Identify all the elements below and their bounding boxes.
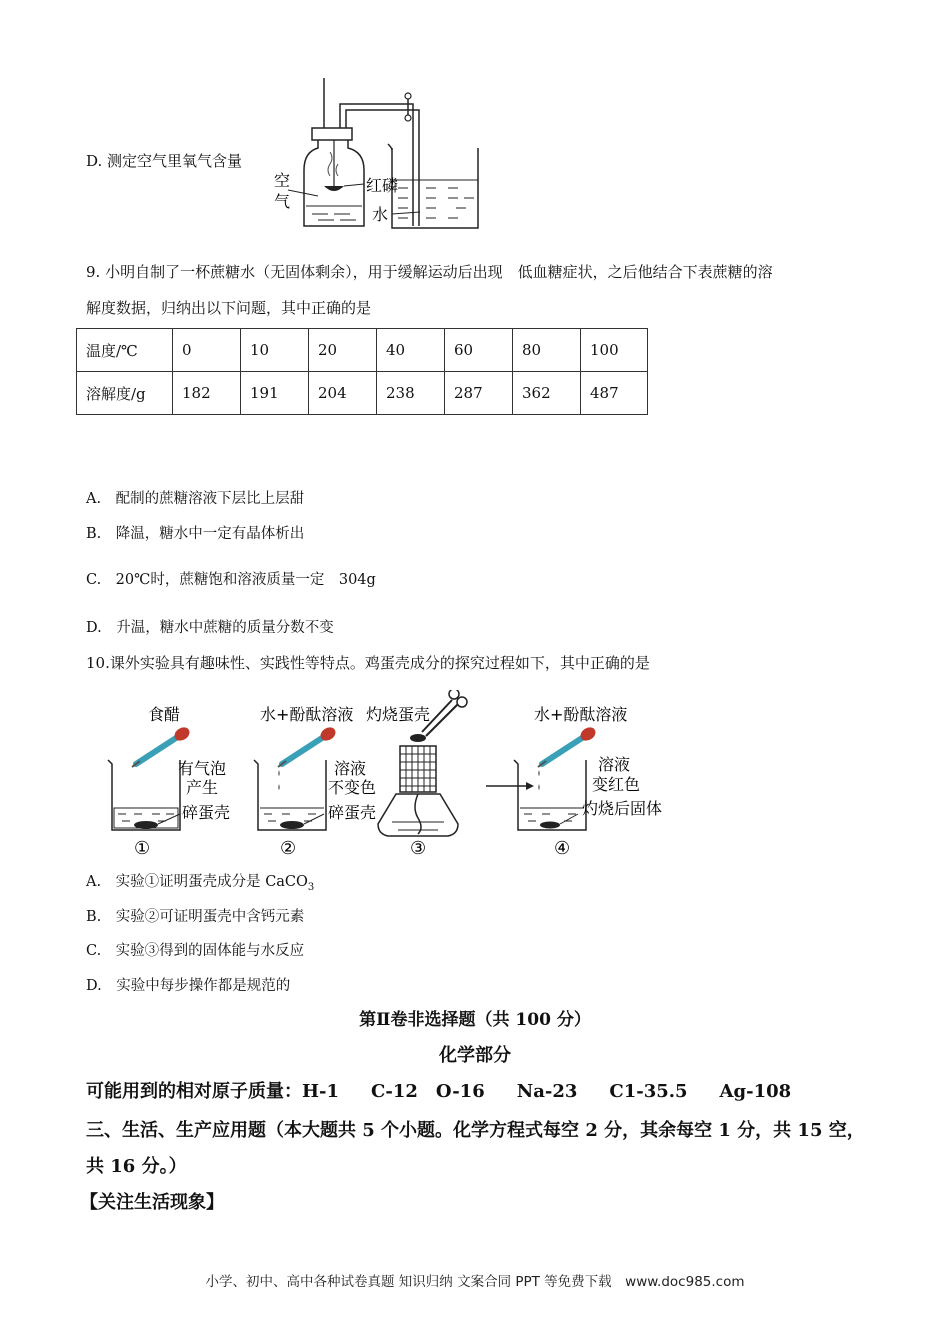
atomic-mass-na: Na-23: [516, 1081, 578, 1102]
q9-option-a: A. 配制的蔗糖溶液下层比上层甜: [86, 491, 305, 507]
table-cell: 191: [241, 372, 309, 415]
solubility-table: [76, 328, 648, 415]
experiment-number-4: ④: [554, 838, 571, 859]
label-water: 水: [372, 205, 389, 224]
label-burn-shell: 灼烧蛋壳: [366, 705, 431, 724]
label-air-2: 气: [274, 192, 291, 211]
table-cell: 487: [581, 372, 648, 415]
experiment-number-1: ①: [134, 838, 151, 859]
label-shell-2: 碎蛋壳: [328, 803, 377, 822]
part3-heading-line2: 共 16 分。）: [86, 1156, 187, 1177]
label-turn-red-1: 溶液: [598, 755, 631, 774]
q9-option-d: D. 升温，糖水中蔗糖的质量分数不变: [86, 620, 334, 636]
table-cell: 10: [241, 329, 309, 372]
table-cell: 238: [377, 372, 445, 415]
experiment-number-3: ③: [410, 838, 427, 859]
table-row-temperature: [77, 329, 648, 372]
section2-subtitle: 化学部分: [439, 1045, 511, 1066]
table-cell: 80: [513, 329, 581, 372]
table-cell: 287: [445, 372, 513, 415]
table-row-solubility: [77, 372, 648, 415]
q10-option-d: D. 实验中每步操作都是规范的: [86, 978, 291, 994]
section2-title: 第Ⅱ卷非选择题（共 100 分）: [359, 1010, 591, 1030]
table-cell: 40: [377, 329, 445, 372]
q10-option-a: [86, 872, 314, 898]
part3-heading-line1: 三、生活、生产应用题（本大题共 5 个小题。化学方程式每空 2 分，其余每空 1 分，共 15 空，: [86, 1120, 865, 1141]
label-water-phenolphthalein-2: 水+酚酞溶液: [534, 705, 628, 724]
label-air-1: 空: [274, 171, 291, 190]
label-burned-solid: 灼烧后固体: [582, 799, 663, 818]
q10-option-c: C. 实验③得到的固体能与水反应: [86, 943, 305, 959]
atomic-mass-cl: C1-35.5: [609, 1081, 688, 1102]
label-no-change-1: 溶液: [334, 759, 367, 778]
subheading-life: 【关注生活现象】: [80, 1192, 224, 1213]
label-vinegar: 食醋: [148, 705, 181, 724]
atomic-mass-h: H-1: [302, 1081, 340, 1102]
atomic-masses-line: [86, 1080, 791, 1104]
table-cell: 204: [309, 372, 377, 415]
atomic-mass-c: C-12: [371, 1081, 418, 1102]
atomic-masses-label: 可能用到的相对原子质量：: [86, 1081, 302, 1102]
label-red-phosphorus: 红磷: [366, 176, 399, 195]
q9-stem-line1: 9. 小明自制了一杯蔗糖水（无固体剩余），用于缓解运动后出现 低血糖症状，之后他结合下表蔗糖的溶: [86, 263, 773, 281]
table-cell: 20: [309, 329, 377, 372]
atomic-mass-ag: Ag-108: [719, 1081, 792, 1102]
table-cell: 100: [581, 329, 648, 372]
q10-stem: 10.课外实验具有趣味性、实践性等特点。鸡蛋壳成分的探究过程如下，其中正确的是: [86, 654, 650, 672]
label-turn-red-2: 变红色: [592, 775, 641, 794]
table-cell: 温度/℃: [77, 329, 173, 372]
q10-option-a-text: A. 实验①证明蛋壳成分是 CaCO: [86, 874, 308, 890]
label-no-change-2: 不变色: [328, 778, 377, 797]
page-footer: 小学、初中、高中各种试卷真题 知识归纳 文案合同 PPT 等免费下载 www.doc985.com: [205, 1274, 745, 1290]
oxygen-content-apparatus: [268, 78, 488, 233]
table-cell: 溶解度/g: [77, 372, 173, 415]
table-cell: 60: [445, 329, 513, 372]
label-shell-1: 碎蛋壳: [182, 803, 231, 822]
q10-option-b: B. 实验②可证明蛋壳中含钙元素: [86, 909, 305, 925]
q8-option-d-label: D. 测定空气里氧气含量: [86, 152, 243, 170]
eggshell-experiment-figure: [96, 690, 676, 862]
label-bubbles-1: 有气泡: [178, 759, 227, 778]
label-water-phenolphthalein: 水+酚酞溶液: [260, 705, 354, 724]
q10-option-a-subscript: 3: [307, 881, 315, 893]
table-cell: 362: [513, 372, 581, 415]
q9-stem-line2: 解度数据，归纳出以下问题，其中正确的是: [86, 299, 372, 317]
table-cell: 0: [173, 329, 241, 372]
experiment-number-2: ②: [280, 838, 297, 859]
table-cell: 182: [173, 372, 241, 415]
atomic-mass-o: O-16: [435, 1081, 485, 1102]
label-bubbles-2: 产生: [186, 778, 219, 797]
q9-option-b: B. 降温，糖水中一定有晶体析出: [86, 526, 305, 542]
q9-option-c: C. 20℃时，蔗糖饱和溶液质量一定 304g: [86, 572, 376, 588]
